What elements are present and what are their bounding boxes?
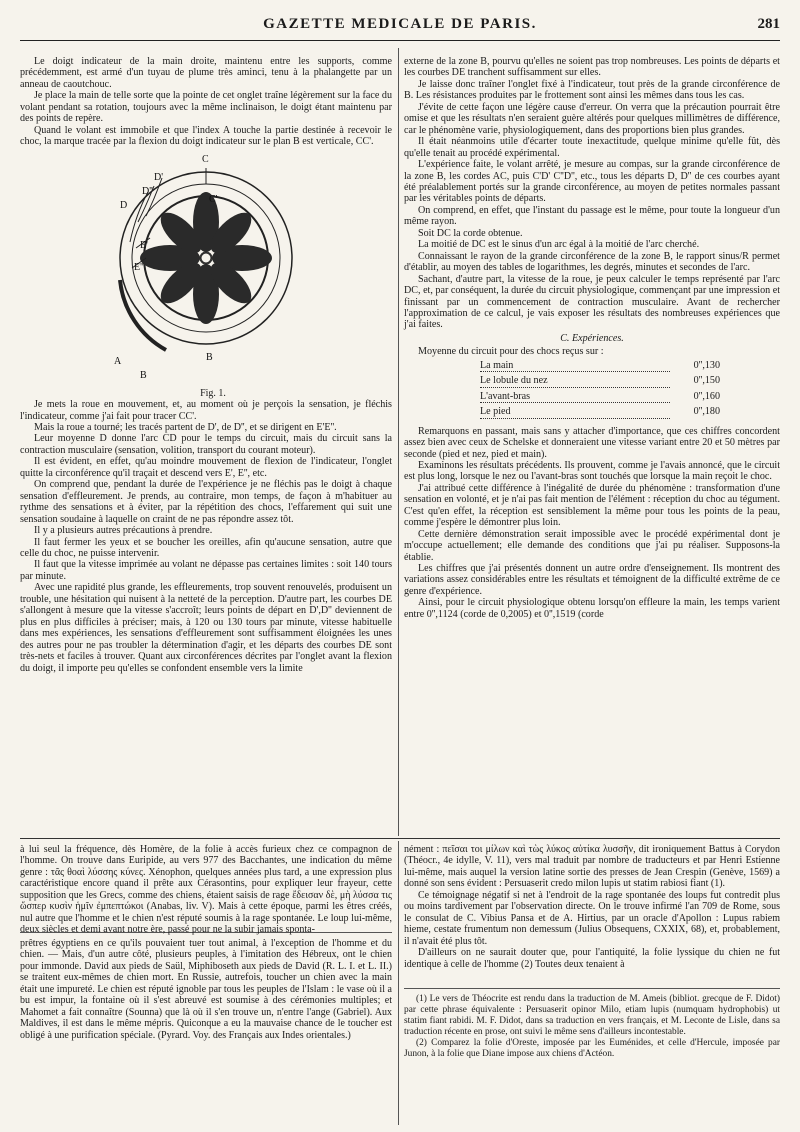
bottom-left-upper — [20, 844, 392, 936]
row-value: 0'',180 — [693, 406, 720, 418]
paragraph: Il est évident, en effet, qu'au moindre mouvement de flexion de l'indicateur, l'onglet quitte la circonférence qu'il traçait et descend vers E', E'', etc. — [20, 456, 392, 479]
table-row — [404, 375, 720, 390]
row-value: 0'',150 — [693, 375, 720, 387]
bottom-right-column — [404, 844, 780, 970]
label-dp: D' — [154, 171, 164, 183]
paragraph: Je place la main de telle sorte que la pointe de cet onglet traîne légèrement sur la face du volant pendant sa rotation, toujours avec la même inclinaison, le doigt étant maintenu par des points de repère. — [20, 90, 392, 125]
label-d: D — [120, 199, 128, 211]
journal-title: GAZETTE MEDICALE DE PARIS. — [263, 16, 537, 32]
label-ep: E' — [140, 239, 148, 251]
paragraph: Sachant, d'autre part, la vitesse de la roue, je peux calculer le temps représenté par l'arc DC, et, par conséquent, la durée du circuit physiologique, commençant par une impression et finissant par un commencement de contraction musculaire. Avant de rechercher l'approximation de ce calcul, je vais exposer les résultats des nombreuses expériences que j'ai faites. — [404, 273, 780, 331]
table-row — [404, 391, 720, 406]
footnote: (2) Comparez la folie d'Oreste, imposée par les Euménides, et celle d'Hercule, imposée par Junon, à la folie que Diane impose aux chiens d'Actéon. — [404, 1037, 780, 1059]
row-label: L'avant-bras — [480, 391, 670, 403]
paragraph: Quand le volant est immobile et que l'index A touche la partie destinée à recevoir le choc, la marque tracée par la flexion du doigt indicateur sur le plan B est verticale, CC'. — [20, 124, 392, 148]
right-column — [404, 56, 780, 620]
paragraph: Remarquons en passant, mais sans y attacher d'importance, que ces chiffres concordent assez bien avec ceux de Schelske et donneraient une vitesse variant entre 20 et 50 mètres par seconde (pied et nez, pied et main). — [404, 425, 780, 460]
table-row — [404, 360, 720, 375]
row-value: 0'',130 — [693, 359, 720, 371]
row-value: 0'',160 — [693, 390, 720, 402]
footnote: (1) Le vers de Théocrite est rendu dans la traduction de M. Ameis (bibliot. grecque de F. Didot) par cette phrase équivalente : Persuaserit opinor Milo, etiam lupis (numquam hydrophobis) ut statim fiant rabidi. M. F. Didot, dans sa traduction en vers français, et M. Leconte de Lisle, dans sa traduction récente en prose, ont suivi le même sens d'ailleurs incontestable. — [404, 994, 780, 1037]
table-intro: Moyenne du circuit pour des chocs reçus sur : — [418, 346, 604, 358]
label-cp: C' — [209, 193, 218, 205]
table-row — [404, 406, 720, 421]
label-dpp: D'' — [142, 185, 153, 197]
column-divider-bottom — [398, 841, 399, 1125]
bottom-left-lower — [20, 938, 392, 1041]
page-number: 281 — [757, 16, 780, 32]
paragraph: Cette dernière démonstration serait impossible avec le procédé expérimental dont je m'occupe actuellement; elle demande des conditions que j'ai pu réaliser. Supposons-la établie. — [404, 528, 780, 563]
wheel-diagram — [106, 150, 306, 382]
paragraph: Ce témoignage négatif si net à l'endroit de la rage spontanée des loups fut contredit plus ou moins tardivement par l'observation directe. On le trouve infirmé l'an 709 de Rome, sous le consulat de C. Vibius Pansa et de A. Hirtius, par un oracle d'Apollon : Lupus rabiem hieme, cestate frumentum non demessum (Julius Obsequens, CXXIX, 68), et, probablement, il n'avait été plus tôt. — [404, 889, 780, 947]
footnotes — [404, 994, 780, 1059]
paragraph: Le doigt indicateur de la main droite, maintenu entre les supports, comme précédemment, est armé d'un tuyau de plume très aminci, tenu à la phalangette par un anneau de caoutchouc. — [20, 56, 392, 90]
paragraph: Je mets la roue en mouvement, et, au moment où je perçois la sensation, je fléchis l'indicateur, comme j'ai fait pour tracer CC'. — [20, 399, 392, 422]
row-label: Le lobule du nez — [480, 375, 670, 387]
paragraph: Mais la roue a tourné; les tracés partent de D', de D'', et se dirigent en E'E''. — [34, 421, 337, 433]
paragraph: La moitié de DC est le sinus d'un arc égal à la moitié de l'arc cherché. — [418, 239, 700, 251]
paragraph: Connaissant le rayon de la grande circonférence de la zone B, le rapport sinus/R permet d'établir, au moyen des tables de logarithmes, les degrés, minutes et secondes de l'arc. — [404, 250, 780, 274]
page-header — [20, 14, 780, 41]
paragraph: à lui seul la fréquence, dès Homère, de la folie à accès furieux chez ce compagnon de l'homme. On trouve dans Euripide, au vers 977 des Bacchantes, une indication du même genre : τᾶς θοαὶ λύσσης κύνες. Xénophon, quelques années plus tard, a une expression plus caractéristique encore quand il prête aux Cérasontins, pour expliquer leur frayeur, cette supposition que les Grecs, comme des chiens, étaient saisis de rage ἔδεισαν δὲ, μὴ λύσσα τις ὥσπερ κυσὶν ἡμῖν ἐμπεπτώκοι (Anabas, liv. V). Mais à cette époque, parmi les êtres créés, nul autre que l'homme et le chien n'est réputé soumis à la rage spontanée. Le loup lui-même, deux siècles et demi avant notre ère, passé pour ne la subir jamais sponta- — [20, 844, 392, 936]
row-label: Le pied — [480, 406, 670, 418]
row-label: La main — [480, 360, 670, 372]
section-heading: C. Expériences. — [560, 332, 624, 344]
paragraph: prêtres égyptiens en ce qu'ils pouvaient tuer tout animal, à l'exception de l'homme et du chien. — Mais, d'un autre côté, plusieurs peuples, à l'imitation des Hébreux, ont le chien pour immonde. David aux pieds de Saül, Miphiboseth aux pieds de David (R. L. I. et L. II.) se traitent eux-mêmes de chien mort. En Russie, autrefois, toucher un chien avec la main était une impureté. Le chien est réputé ignoble par tous les peuples de l'Islam : le vase où il a bu est impur, la fontaine où il s'est abreuvé est soumise à des cérémonies multiples; et Mahomet a fait connaître (Sounna) que là où il s'en trouve un, n'entre l'ange (Gabriel). Aux Maldives, il est dans le même mépris. Quiconque a eu la mauvaise chance de le toucher est obligé à une purification spéciale. (Pyrard. Voy. des Français aux Indes orientales.) — [20, 938, 392, 1041]
paragraph: Il faut que la vitesse imprimée au volant ne dépasse pas certaines limites : soit 140 tours par minute. — [20, 559, 392, 582]
column-divider — [398, 48, 399, 836]
paragraph: Leur moyenne D donne l'arc CD pour le temps du circuit, mais du circuit sans la contraction musculaire (sensation, volition, transport du courant moteur). — [20, 433, 392, 456]
paragraph: L'expérience faite, le volant arrêté, je mesure au compas, sur la grande circonférence de la zone B, les cordes AC, puis C'D' C''D'', etc., tous les départs D, D'' de ces courbes ayant été préalablement portés sur la grande circonférence, au moyen de petites normales passant par les véritables points de départs. — [404, 159, 780, 205]
label-c: C — [202, 153, 209, 165]
label-a: A — [114, 355, 122, 367]
paragraph: Les chiffres que j'ai présentés donnent un autre ordre d'enseignement. Ils montrent des variations assez considérables entre les résultats et témoignent de la difficulté extrême de ce genre d'expérience. — [404, 563, 780, 597]
paragraph: Il faut fermer les yeux et se boucher les oreilles, afin qu'aucune sensation, autre que celle du choc, ne puisse intervenir. — [20, 536, 392, 559]
paragraph: J'évite de cette façon une légère cause d'erreur. On verra que la précaution pourrait être omise et que les résultats n'en seraient guère altérés pour quelques millimètres de différence, car le phénomène varie, physiologiquement, dans des proportions bien plus grandes. — [404, 101, 780, 136]
footnote-divider — [404, 988, 780, 989]
figure-wheel — [20, 150, 392, 386]
left-column — [20, 56, 392, 674]
paragraph: Soit DC la corde obtenue. — [418, 227, 523, 239]
paragraph: On comprend que, pendant la durée de l'expérience je ne fléchis pas le doigt à chaque sensation d'effleurement. Je prends, au contraire, mon temps, de façon à m'habituer au rythme des sensations et à éviter, par la répétition des chocs, l'effarement qui suit une sensation soudaine à laquelle on craint de ne pas répondre assez tôt. — [20, 479, 392, 525]
label-b-left: B — [140, 369, 147, 381]
paragraph: On comprend, en effet, que l'instant du passage est le même, pour toute la longueur d'un même rayon. — [404, 204, 780, 228]
paragraph: Il y a plusieurs autres précautions à prendre. — [34, 525, 213, 537]
paragraph: Je laisse donc traîner l'onglet fixé à l'indicateur, tout près de la grande circonférence de B. Les résistances produites par le frottement sont ainsi les mêmes dans tous les cas. — [404, 78, 780, 102]
figure-caption: Fig. 1. — [200, 387, 226, 399]
results-table — [404, 360, 780, 422]
section-divider — [20, 838, 780, 839]
paragraph: J'ai attribué cette différence à l'inégalité de durée du phénomène : transformation d'une sensation en volonté, et je n'ai pas fait mention de l'élément : réception du choc au tégument. C'est qu'en effet, la réception est sensiblement la même pour tous les points de la peau, comme j'espère le démontrer plus loin. — [404, 482, 780, 529]
paragraph: externe de la zone B, pourvu qu'elles ne soient pas trop nombreuses. Les points de départs et les courbes DE tranchent suffisamment sur elles. — [404, 56, 780, 79]
paragraph: Examinons les résultats précédents. Ils prouvent, comme je l'avais annoncé, que le circuit est plus long, lorsque le nez ou l'avant-bras sont touchés que lorsque la main reçoit le choc. — [404, 459, 780, 483]
paragraph: Avec une rapidité plus grande, les effleurements, trop souvent renouvelés, produisent un trouble, une hésitation qui nuisent à la netteté de la perception. D'autre part, les courbes DE s'allongent à mesure que la vitesse s'accroît; leurs points de départ en D',D'' deviennent de plus en plus difficiles à préciser; mais, à 120 ou 130 tours par minute, vitesse habituelle dans mes expériences, les sensations d'effleurement sont suffisamment éloignées les unes des autres pour ne pas troubler la détermination d'agir, et les départs des courbes DE sont très-nets et faciles à trouver. Quant aux circonférences décrites par l'onglet avant la flexion du doigt, il importe peu qu'elles se confondent ensemble vers la limite — [20, 582, 392, 674]
label-epp: E'' — [134, 261, 144, 273]
label-b-bottom: B — [206, 351, 213, 363]
paragraph: Il était néanmoins utile d'écarter toute inexactitude, quelque minime qu'elle fût, dès qu'elle tenait au procédé expérimental. — [404, 136, 780, 159]
paragraph: Ainsi, pour le circuit physiologique obtenu lorsqu'on effleure la main, les temps varient entre 0'',1124 (corde de 0,2005) et 0'',1519 (corde — [404, 597, 780, 620]
paragraph: nément : πεῖσαι τοι μίλων καὶ τὼς λύκος αὐτίκα λυσσῆν, dit ironiquement Battus à Corydon (Théocr., 4e idylle, V. 11), vers mal traduit par nombre de traducteurs et par Henri Estienne lui-même, mais auquel la version latine sortie des presses de Jean Crespin (Genève, 1569) a donné son sens évident : Persuaserit credo milon lupis ut statim rabiosi fiant (1). — [404, 844, 780, 890]
paragraph: D'ailleurs on ne saurait douter que, pour l'antiquité, la folie lyssique du chien ne fut identique à celle de l'homme (2) Toutes deux tenaient à — [404, 947, 780, 970]
